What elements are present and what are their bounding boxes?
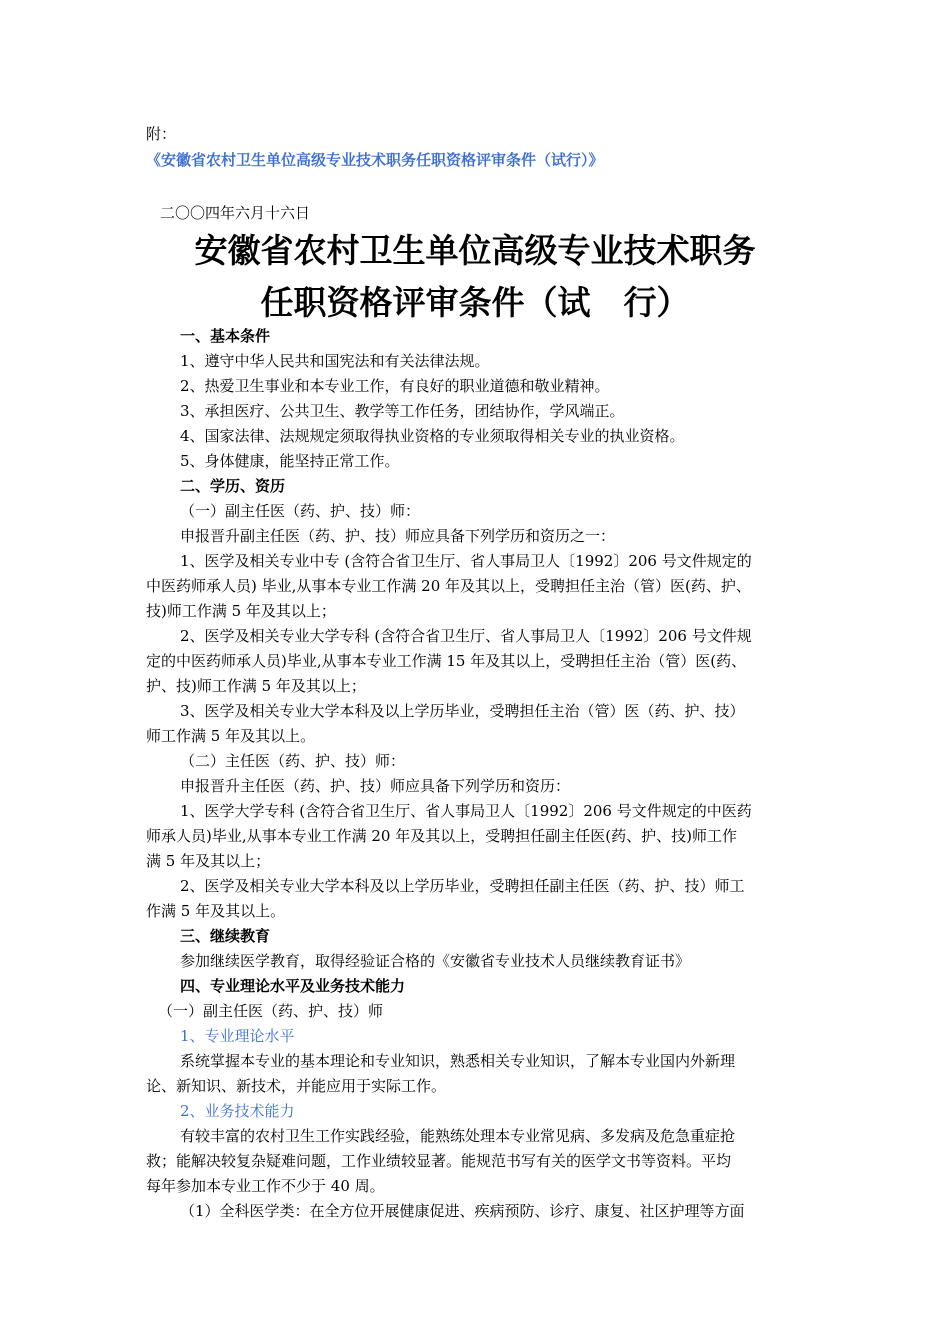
list-item: 1、遵守中华人民共和国宪法和有关法律法规。	[180, 352, 490, 370]
attachment-label: 附：	[146, 125, 177, 143]
list-item: 5、身体健康，能坚持正常工作。	[180, 452, 400, 470]
paragraph-line: 系统掌握本专业的基本理论和专业知识，熟悉相关专业知识，了解本专业国内外新理	[180, 1052, 736, 1070]
list-item: 4、国家法律、法规规定须取得执业资格的专业须取得相关专业的执业资格。	[180, 427, 685, 445]
paragraph-line: 2、医学及相关专业大学本科及以上学历毕业，受聘担任副主任医（药、护、技）师工	[180, 877, 745, 895]
paragraph-line: 论、新知识、新技术，并能应用于实际工作。	[146, 1077, 447, 1095]
paragraph-line: 参加继续医学教育，取得经验证合格的《安徽省专业技术人员继续教育证书》	[180, 952, 691, 970]
document-title-link[interactable]: 《安徽省农村卫生单位高级专业技术职务任职资格评审条件（试行）》	[146, 151, 604, 169]
paragraph-line: 护、技)师工作满 5 年及其以上；	[146, 677, 366, 695]
paragraph-line: 3、医学及相关专业大学本科及以上学历毕业，受聘担任主治（管）医（药、护、技）	[180, 702, 745, 720]
list-item: 2、热爱卫生事业和本专业工作，有良好的职业道德和敬业精神。	[180, 377, 610, 395]
paragraph-line: 作满 5 年及其以上。	[146, 902, 286, 920]
subsection-heading: （一）副主任医（药、护、技）师	[158, 1002, 384, 1020]
section-heading: 二、学历、资历	[180, 477, 286, 495]
paragraph-line: 1、医学及相关专业中专 (含符合省卫生厅、省人事局卫人〔1992〕206 号文件规定的	[180, 552, 752, 570]
paragraph-line: 2、医学及相关专业大学专科 (含符合省卫生厅、省人事局卫人〔1992〕206 号文件规	[180, 627, 752, 645]
paragraph-line: 技)师工作满 5 年及其以上；	[146, 602, 336, 620]
paragraph-line: 有较丰富的农村卫生工作实践经验，能熟练处理本专业常见病、多发病及危急重症抢	[180, 1127, 736, 1145]
paragraph-line: 申报晋升主任医（药、护、技）师应具备下列学历和资历：	[180, 777, 571, 795]
main-title-line1: 安徽省农村卫生单位高级专业技术职务	[194, 231, 756, 270]
paragraph-line: 中医药师承人员) 毕业,从事本专业工作满 20 年及其以上，受聘担任主治（管）医(药、护、	[146, 577, 751, 595]
section-heading: 三、继续教育	[180, 927, 271, 945]
paragraph-line: 每年参加本专业工作不少于 40 周。	[146, 1177, 385, 1195]
paragraph-line: 满 5 年及其以上；	[146, 852, 271, 870]
paragraph-line: 申报晋升副主任医（药、护、技）师应具备下列学历和资历之一：	[180, 527, 616, 545]
paragraph-line: 救；能解决较复杂疑难问题，工作业绩较显著。能规范书写有关的医学文书等资料。平均	[146, 1152, 732, 1170]
section-heading: 四、专业理论水平及业务技术能力	[180, 977, 406, 995]
subheading-blue: 2、业务技术能力	[180, 1102, 295, 1120]
list-item: 3、承担医疗、公共卫生、教学等工作任务，团结协作，学风端正。	[180, 402, 625, 420]
subsection-heading: （二）主任医（药、护、技）师：	[180, 752, 406, 770]
section-heading: 一、基本条件	[180, 327, 271, 345]
paragraph-line: 师承人员)毕业,从事本专业工作满 20 年及其以上，受聘担任副主任医(药、护、技)师工作	[146, 827, 737, 845]
subsection-heading: （一）副主任医（药、护、技）师：	[180, 502, 421, 520]
paragraph-line: 师工作满 5 年及其以上。	[146, 727, 316, 745]
subheading-blue: 1、专业理论水平	[180, 1027, 295, 1045]
main-title-line2: 任职资格评审条件（试 行）	[260, 283, 690, 322]
paragraph-line: 定的中医药师承人员)毕业,从事本专业工作满 15 年及其以上，受聘担任主治（管）医(药、	[146, 652, 747, 670]
paragraph-line: （1）全科医学类：在全方位开展健康促进、疾病预防、诊疗、康复、社区护理等方面	[180, 1202, 745, 1220]
document-date: 二〇〇四年六月十六日	[160, 204, 311, 222]
paragraph-line: 1、医学大学专科 (含符合省卫生厅、省人事局卫人〔1992〕206 号文件规定的中医药	[180, 802, 752, 820]
